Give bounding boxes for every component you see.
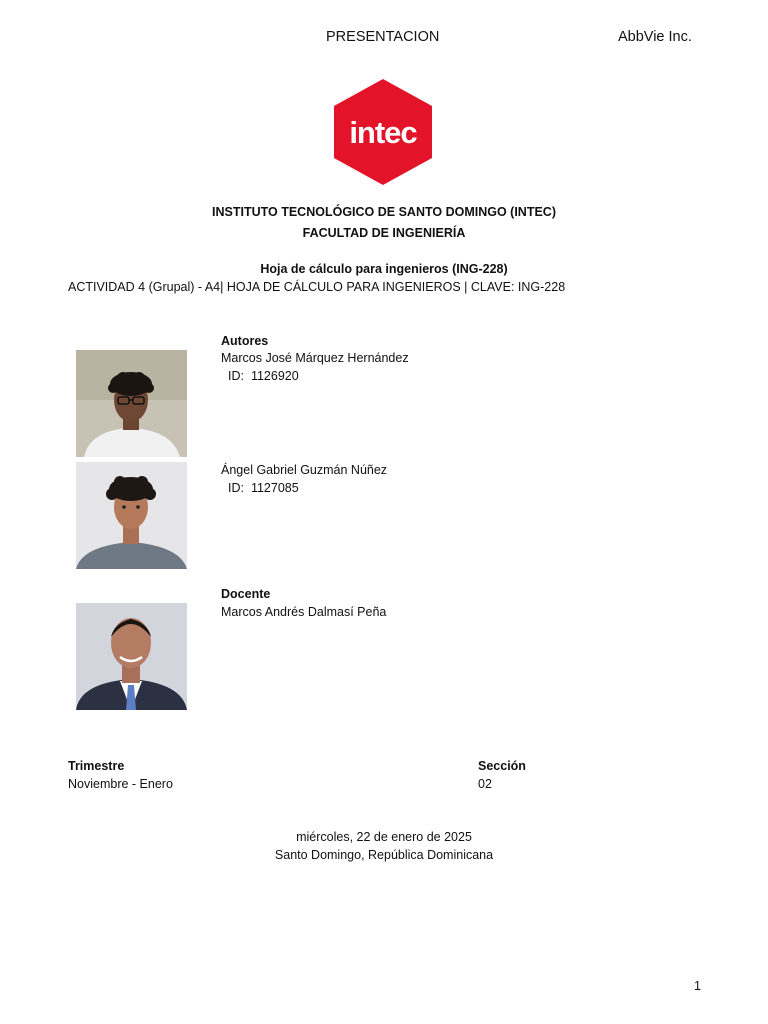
authors-heading: Autores: [221, 334, 269, 348]
course-title: Hoja de cálculo para ingenieros (ING-228): [260, 262, 508, 276]
author-1-photo: [76, 350, 187, 457]
document-header-company: AbbVie Inc.: [618, 29, 692, 45]
trimester-label: Trimestre: [68, 759, 125, 773]
page-number: 1: [694, 979, 701, 993]
document-date: miércoles, 22 de enero de 2025: [296, 830, 472, 844]
intec-logo: [333, 78, 433, 186]
author-2-id: [228, 481, 299, 495]
author-1-id-value: 1126920: [250, 369, 299, 383]
teacher-heading: Docente: [221, 587, 271, 601]
teacher-photo: [76, 603, 187, 710]
section-label: Sección: [478, 759, 526, 773]
activity-line: ACTIVIDAD 4 (Grupal) - A4| HOJA DE CÁLCULO PARA INGENIEROS | CLAVE: ING-228: [68, 280, 566, 294]
author-1-name: Marcos José Márquez Hernández: [221, 351, 409, 365]
teacher-name: Marcos Andrés Dalmasí Peña: [221, 605, 387, 619]
author-2-name: Ángel Gabriel Guzmán Núñez: [221, 463, 388, 477]
author-2-photo: [76, 462, 187, 569]
author-2-id-value: 1127085: [250, 481, 299, 495]
svg-text:intec: intec: [349, 115, 417, 150]
document-header-title: PRESENTACION: [326, 29, 440, 45]
author-1-id: [228, 369, 299, 383]
section-value: 02: [478, 777, 492, 791]
author-1-id-label: ID:: [228, 369, 244, 383]
author-2-id-label: ID:: [228, 481, 244, 495]
document-place: Santo Domingo, República Dominicana: [274, 848, 494, 862]
faculty-name: FACULTAD DE INGENIERÍA: [302, 226, 466, 240]
trimester-value: Noviembre - Enero: [68, 777, 173, 791]
institution-name: INSTITUTO TECNOLÓGICO DE SANTO DOMINGO (INTEC): [212, 205, 556, 219]
